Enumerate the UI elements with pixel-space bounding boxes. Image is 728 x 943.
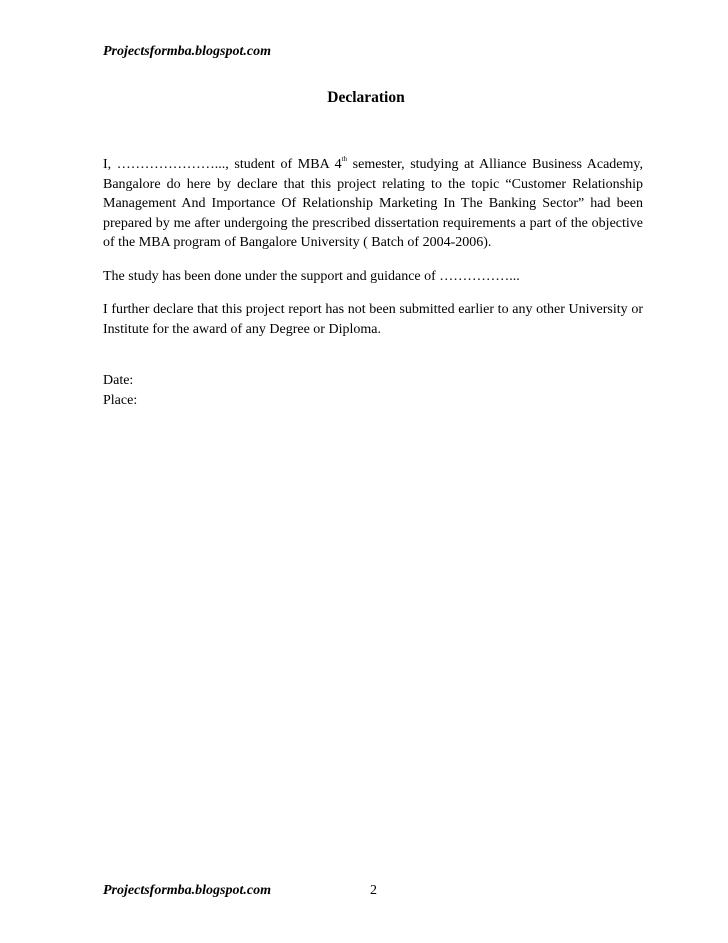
declaration-body xyxy=(103,155,643,410)
paragraph-1-rest: semester, studying at Alliance Business Academy, Bangalore do here by declare that this project relating to the topic “Customer Relationship Management And Importance Of Relationship Marketing In The Banking Sector” had been prepared by me after undergoing the prescribed dissertation requirements a part of the objective of the MBA program of Bangalore University ( Batch of 2004-2006). xyxy=(103,157,643,250)
footer-site-name: Projectsformba.blogspot.com xyxy=(103,883,271,898)
paragraph-1-start: I, …………………..., student of MBA 4 xyxy=(103,157,342,172)
page-number: 2 xyxy=(370,883,377,898)
page-title xyxy=(0,89,728,107)
declaration-paragraph-1 xyxy=(103,155,643,253)
ordinal-superscript: th xyxy=(341,155,348,164)
declaration-paragraph-2: The study has been done under the support and guidance of ……………... xyxy=(103,268,520,284)
declaration-paragraph-3: I further declare that this project report has not been submitted earlier to any other University or Institute for the award of any Degree or Diploma. xyxy=(103,302,643,337)
header-site-name: Projectsformba.blogspot.com xyxy=(103,44,271,59)
date-label: Date: xyxy=(103,373,134,388)
place-label: Place: xyxy=(103,392,138,408)
title-text: Declaration xyxy=(327,89,405,106)
